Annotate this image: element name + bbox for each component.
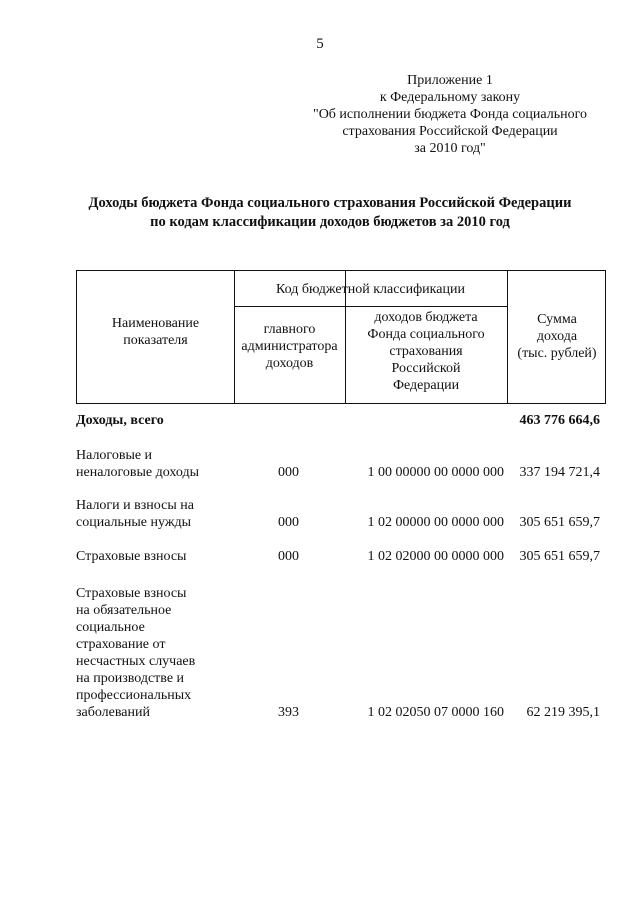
document-title [40, 194, 620, 232]
row-sum: 337 194 721,4 [519, 465, 600, 480]
row-admin-code: 393 [278, 705, 299, 720]
table-row [0, 447, 640, 481]
appendix-line: к Федеральному закону [379, 90, 521, 105]
row-name [76, 447, 236, 481]
row-income-code: 1 00 00000 00 0000 000 [367, 465, 504, 480]
header-admin [234, 321, 345, 372]
row-name-line: на производстве и [76, 671, 185, 686]
header-code-group [234, 281, 507, 298]
row-admin-code: 000 [278, 515, 299, 530]
row-name-line: социальные нужды [76, 515, 192, 530]
header-text: дохода [536, 329, 578, 344]
row-name [76, 497, 236, 531]
page-number: 5 [316, 36, 324, 52]
header-name [77, 315, 234, 349]
header-text: Код бюджетной классификации [276, 282, 465, 297]
appendix-line: за 2010 год" [414, 141, 486, 156]
row-name-line: профессиональных [76, 688, 192, 703]
row-name-line: заболеваний [76, 705, 150, 720]
title-line: по кодам классификации доходов бюджетов за 2010 год [150, 214, 510, 230]
table-row [0, 497, 640, 531]
header-text: показателя [123, 333, 188, 348]
title-line: Доходы бюджета Фонда социального страхования Российской Федерации [88, 195, 572, 211]
table-header [76, 270, 606, 404]
table-row [0, 585, 640, 721]
appendix-line: "Об исполнении бюджета Фонда социального [312, 107, 587, 122]
header-text: страхования [389, 344, 463, 359]
row-name-line: на обязательное [76, 603, 172, 618]
row-name-line: Налоги и взносы на [76, 498, 194, 513]
table-row [0, 412, 640, 429]
row-name-line: Налоговые и [76, 448, 153, 463]
appendix-line: страхования Российской Федерации [342, 124, 558, 139]
header-text: администратора [241, 339, 338, 354]
row-sum: 62 219 395,1 [526, 705, 600, 720]
table-row [0, 548, 640, 565]
row-name-line: несчастных случаев [76, 654, 196, 669]
row-income-code: 1 02 00000 00 0000 000 [367, 515, 504, 530]
header-sum [507, 311, 607, 362]
row-income-code: 1 02 02050 07 0000 160 [367, 705, 504, 720]
row-admin-code: 000 [278, 549, 299, 564]
header-text: Фонда социального [367, 327, 485, 342]
row-name-line: Страховые взносы [76, 586, 187, 601]
row-name-line: социальное [76, 620, 145, 635]
header-text: доходов [265, 356, 314, 371]
header-income [345, 309, 507, 394]
row-name-line: неналоговые доходы [76, 465, 200, 480]
row-name-line: страхование от [76, 637, 166, 652]
row-sum: 463 776 664,6 [519, 413, 600, 428]
header-text: Федерации [392, 378, 460, 393]
header-text: главного [263, 322, 316, 337]
row-sum: 305 651 659,7 [519, 549, 600, 564]
header-text: Российской [391, 361, 461, 376]
header-text: Наименование [111, 316, 200, 331]
header-text: доходов бюджета [374, 310, 478, 325]
appendix-note [300, 72, 600, 157]
row-sum: 305 651 659,7 [519, 515, 600, 530]
row-name-line: Доходы, всего [76, 413, 164, 428]
row-name [76, 585, 236, 721]
row-divider [234, 306, 507, 307]
row-name [76, 412, 236, 429]
header-text: (тыс. рублей) [517, 346, 597, 361]
row-admin-code: 000 [278, 465, 299, 480]
row-income-code: 1 02 02000 00 0000 000 [367, 549, 504, 564]
header-text: Сумма [537, 312, 577, 327]
appendix-line: Приложение 1 [407, 73, 493, 88]
row-name-line: Страховые взносы [76, 549, 187, 564]
row-name [76, 548, 236, 565]
